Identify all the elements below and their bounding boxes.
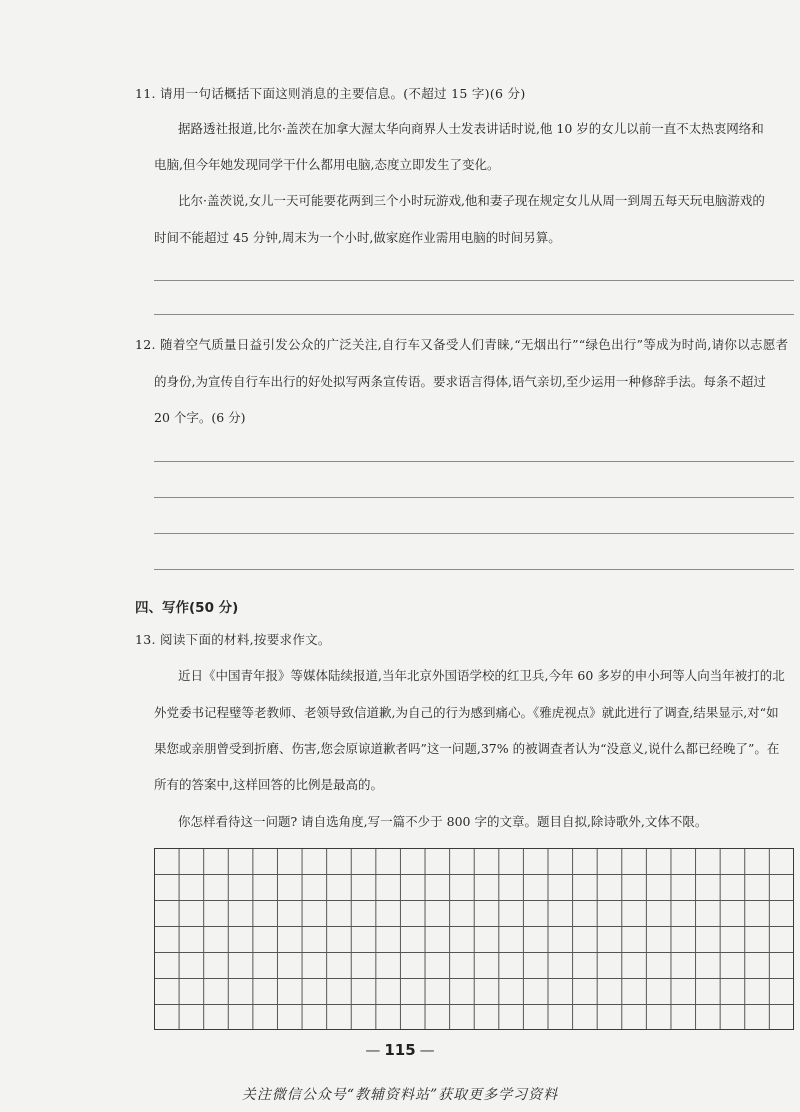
q11-answer-line-2[interactable] [154,314,794,315]
q12-answer-line-3[interactable] [154,533,794,534]
question-12-line-1: 12. 随着空气质量日益引发公众的广泛关注,自行车又备受人们青睐,“无烟出行”“绿色出行”等成为时尚,请你以志愿者 [135,337,789,352]
q11-answer-line-1[interactable] [154,280,794,281]
q13-material-line-1: 近日《中国青年报》等媒体陆续报道,当年北京外国语学校的红卫兵,今年 60 多岁的申小珂等人向当年被打的北 [178,668,785,683]
question-12-line-3: 20 个字。(6 分) [154,410,246,425]
q12-answer-line-4[interactable] [154,569,794,570]
q11-paragraph-2-line-1: 比尔·盖茨说,女儿一天可能要花两到三个小时玩游戏,他和妻子现在规定女儿从周一到周五每天玩电脑游戏的 [178,193,765,208]
page-number-value: 115 [384,1041,416,1059]
footer-watermark: 关注微信公众号“教辅资料站”获取更多学习资料 [241,1087,559,1103]
q11-paragraph-1-line-2: 电脑,但今年她发现同学干什么都用电脑,态度立即发生了变化。 [154,157,500,172]
q13-material-line-3: 果您或亲朋曾受到折磨、伤害,您会原谅道歉者吗”这一问题,37% 的被调查者认为“没意义,说什么都已经晚了”。在 [154,741,780,756]
q13-requirement: 你怎样看待这一问题? 请自选角度,写一篇不少于 800 字的文章。题目自拟,除诗歌外,文体不限。 [178,814,708,829]
section-4-title: 四、写作(50 分) [135,600,239,616]
q13-material-line-2: 外党委书记程璧等老教师、老领导致信道歉,为自己的行为感到痛心。《雅虎视点》就此进行了调查,结果显示,对“如 [154,705,779,720]
page-number-dash-right: — [419,1041,435,1059]
q12-answer-line-2[interactable] [154,497,794,498]
q11-paragraph-2-line-2: 时间不能超过 45 分钟,周末为一个小时,做家庭作业需用电脑的时间另算。 [154,230,561,245]
q12-answer-line-1[interactable] [154,461,794,462]
composition-grid[interactable] [154,848,794,1030]
page-number [0,1041,800,1059]
q13-material-line-4: 所有的答案中,这样回答的比例是最高的。 [154,777,383,792]
question-13-title: 13. 阅读下面的材料,按要求作文。 [135,632,331,647]
page-number-dash-left: — [365,1041,381,1059]
question-12-line-2: 的身份,为宣传自行车出行的好处拟写两条宣传语。要求语言得体,语气亲切,至少运用一种修辞手法。每条不超过 [154,374,766,389]
q11-paragraph-1-line-1: 据路透社报道,比尔·盖茨在加拿大渥太华向商界人士发表讲话时说,他 10 岁的女儿以前一直不太热衷网络和 [178,121,764,136]
question-11-title: 11. 请用一句话概括下面这则消息的主要信息。(不超过 15 字)(6 分) [135,86,526,101]
